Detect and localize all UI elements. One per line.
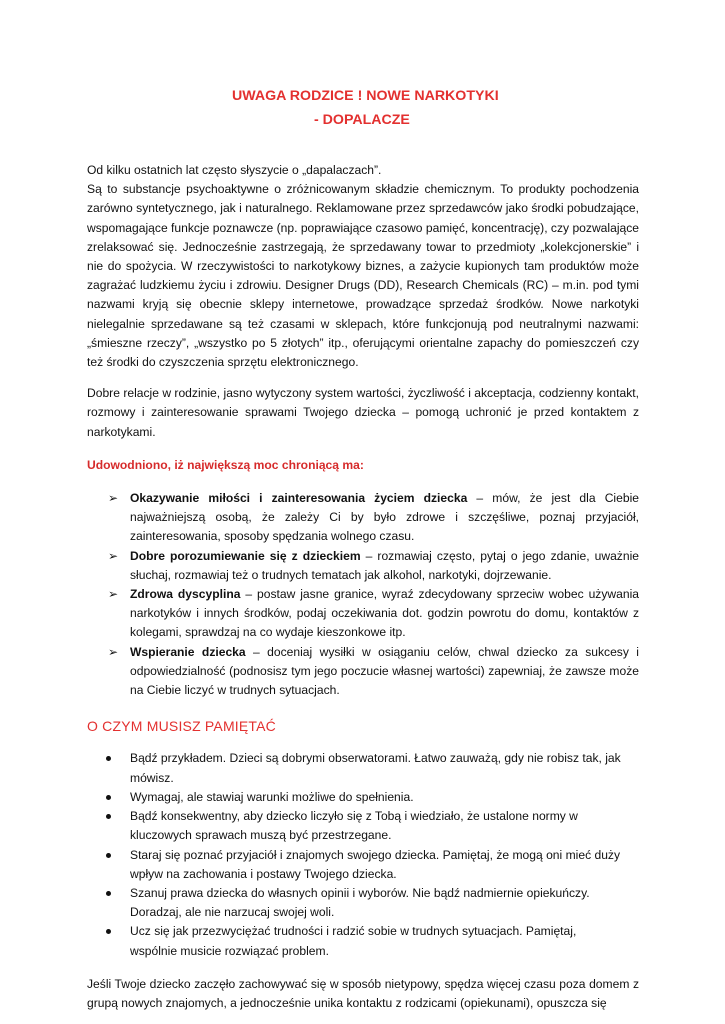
closing-paragraph: Jeśli Twoje dziecko zaczęło zachowywać się w sposób nietypowy, spędza więcej czasu poza domem z grupą nowych znajomych, a jednocześnie unika kontaktu z rodzicami (opiekunami), opuszcza się: [87, 976, 639, 1010]
remember-item-text: Bądź konsekwentny, aby dziecko liczyło się z Tobą i wiedziało, że ustalone normy w kluczowych sprawach muszą być przestrzegane.: [130, 809, 578, 843]
protection-item-title: Wspieranie dziecka: [130, 644, 246, 659]
family-paragraph: Dobre relacje w rodzinie, jasno wytyczony system wartości, życzliwość i akceptacja, codzienny kontakt, rozmowy i zainteresowanie sprawami Twojego dziecka – pomogą uchronić je przed kontaktem z narkotykami.: [87, 386, 639, 439]
remember-item: [87, 846, 639, 884]
remember-list: [87, 749, 639, 960]
arrow-bullet-icon: ➢: [108, 491, 119, 506]
remember-item-text: Szanuj prawa dziecka do własnych opinii i wyborów. Nie bądź nadmiernie opiekuńczy. Doradzaj, ale nie narzucaj swojej woli.: [130, 885, 590, 920]
protection-item: [87, 585, 639, 643]
bullet-dot-icon: [106, 814, 111, 819]
remember-item: [87, 884, 639, 922]
bullet-dot-icon: [106, 795, 111, 800]
remember-item-text: Wymagaj, ale stawiaj warunki możliwe do spełnienia.: [130, 789, 414, 804]
arrow-bullet-icon: ➢: [108, 587, 119, 602]
protection-list: [87, 489, 639, 700]
remember-heading: O CZYM MUSISZ PAMIĘTAĆ: [87, 718, 276, 735]
title-line-2: - DOPALACZE: [314, 112, 410, 128]
remember-item: [87, 749, 639, 787]
remember-item-text: Staraj się poznać przyjaciół i znajomych swojego dziecka. Pamiętaj, że mogą oni mieć duży wpływ na zachowania i postawy Twojego dziecka.: [130, 847, 621, 881]
intro-first-line: Od kilku ostatnich lat często słyszycie o „dapalaczach”.: [87, 163, 382, 177]
protection-item-text: – rozmawiaj często, pytaj o jego zdanie, uważnie słuchaj, rozmawiaj też o trudnych tematach jak alkohol, narkotyki, dojrzewanie.: [130, 548, 639, 582]
arrow-bullet-icon: ➢: [108, 644, 119, 659]
document-page: [87, 84, 639, 1013]
remember-item-text: Ucz się jak przezwyciężać trudności i radzić sobie w trudnych sytuacjach. Pamiętaj, wspólnie musicie rozwiązać problem.: [130, 924, 577, 958]
document-title: [87, 84, 639, 132]
bullet-dot-icon: [106, 756, 111, 761]
protection-item: [87, 489, 639, 547]
arrow-bullet-icon: ➢: [108, 548, 119, 563]
protection-item-text: – postaw jasne granice, wyraź zdecydowany sprzeciw wobec używania narkotyków i innych środków, podaj oczekiwania dot. godzin powrotu do domu, kontaktów z kolegami, sprawdzaj na co wydaje kieszonkowe itp.: [130, 587, 639, 640]
title-line-1: UWAGA RODZICE ! NOWE NARKOTYKI: [232, 88, 499, 104]
bullet-dot-icon: [106, 929, 111, 934]
bullet-dot-icon: [106, 853, 111, 858]
remember-item: [87, 788, 639, 807]
protection-item: [87, 547, 639, 585]
bullet-dot-icon: [106, 891, 111, 896]
protection-item-title: Zdrowa dyscyplina: [130, 587, 241, 602]
protection-item-title: Dobre porozumiewanie się z dzieckiem: [130, 548, 361, 563]
protection-item-title: Okazywanie miłości i zainteresowania życiem dziecka: [130, 491, 468, 506]
intro-paragraph: Są to substancje psychoaktywne o zróżnicowanym składzie chemicznym. To produkty pochodzenia zarówno syntetycznego, jak i naturalnego. Reklamowane przez sprzedawców jako środki pobudzające, wspomagające funkcje poznawcze (np. poprawiające czasowo pamięć, koncentrację), czy pozwalające zrelaksować się. Jednocześnie zastrzegają, że sprzedawany towar to przedmioty „kolekcjonerskie” i nie do spożycia. W rzeczywistości to narkotykowy biznes, a zażycie kupionych tam produktów może zagrażać ludzkiemu życiu i zdrowiu. Designer Drugs (DD), Research Chemicals (RC) – m.in. pod tymi nazwami kryją się obecnie sklepy internetowe, prowadzące sprzedaż środków. Nowe narkotyki nielegalnie sprzedawane są też czasami w sklepach, które funkcjonują pod neutralnymi nazwami: „śmieszne rzeczy”, „wszystko po 5 złotych” itp., oferującymi orientalne zapachy do pomieszczeń czy też środki do czyszczenia sprzętu elektronicznego.: [87, 182, 639, 370]
remember-item: [87, 807, 639, 845]
protection-item-text: – mów, że jest dla Ciebie najważniejszą osobą, że zależy Ci by było zdrowe i szczęśliwe, poznaj przyjaciół, zainteresowania, sposoby spędzania wolnego czasu.: [130, 491, 639, 544]
remember-item: [87, 922, 639, 960]
protection-item: [87, 643, 639, 701]
protection-heading: Udowodniono, iż największą moc chroniącą ma:: [87, 457, 364, 472]
protection-item-text: – doceniaj wysiłki w osiąganiu celów, chwal dziecko za sukcesy i odpowiedzialność (podnosisz tym jego poczucie własnej wartości) zapewniaj, że zawsze może na Ciebie liczyć w trudnych sytuacjach.: [130, 644, 639, 698]
remember-item-text: Bądź przykładem. Dzieci są dobrymi obserwatorami. Łatwo zauważą, gdy nie robisz tak, jak mówisz.: [130, 751, 621, 785]
